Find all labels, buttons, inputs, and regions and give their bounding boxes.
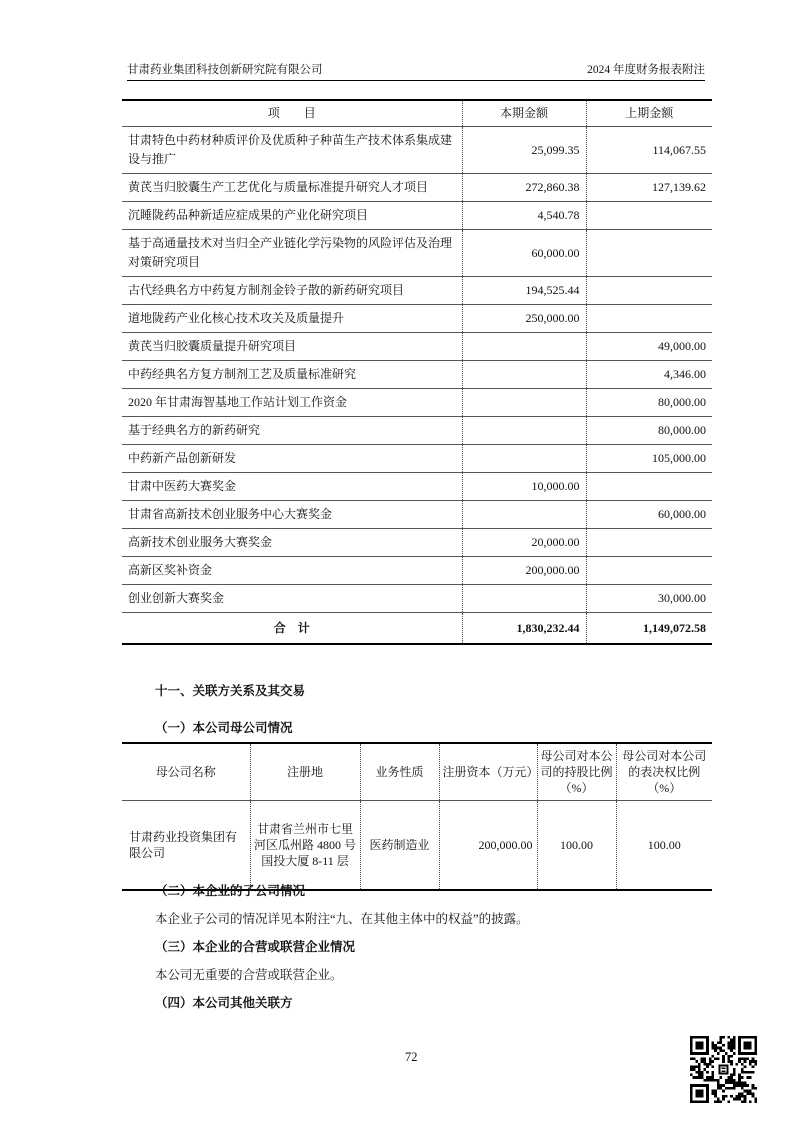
prior-amount-cell: 4,346.00 [586,361,712,389]
current-amount-cell [462,389,586,417]
column-header-item: 项 目 [122,100,462,127]
subsection-4-heading: （四）本公司其他关联方 [155,996,293,1010]
table-row [122,417,712,445]
subsection-3-heading: （三）本企业的合营或联营企业情况 [155,940,356,954]
project-name-cell: 黄芪当归胶囊生产工艺优化与质量标准提升研究人才项目 [122,174,462,202]
prior-amount-cell: 80,000.00 [586,389,712,417]
current-amount-cell: 250,000.00 [462,305,586,333]
qr-code [690,1036,757,1103]
table-row [122,473,712,501]
registered-capital-cell: 200,000.00 [439,801,537,891]
current-amount-cell [462,445,586,473]
current-amount-cell: 200,000.00 [462,557,586,585]
grants-table-header-row [122,100,712,127]
current-amount-cell [462,333,586,361]
prior-amount-cell: 105,000.00 [586,445,712,473]
subsection-2-heading: （二）本企业的子公司情况 [155,884,306,898]
table-row [122,305,712,333]
prior-amount-cell [586,230,712,277]
registered-address-cell: 甘肃省兰州市七里河区瓜州路 4800 号国投大厦 8-11 层 [250,801,360,891]
prior-amount-cell [586,305,712,333]
project-name-cell: 甘肃特色中药材种质评价及优质种子种苗生产技术体系集成建设与推广 [122,127,462,174]
table-row [122,202,712,230]
table-row [122,230,712,277]
header-doc-title: 2024 年度财务报表附注 [587,64,705,76]
project-name-cell: 2020 年甘肃海智基地工作站计划工作资金 [122,389,462,417]
subsection-1-heading: （一）本公司母公司情况 [155,721,293,735]
prior-amount-cell: 80,000.00 [586,417,712,445]
prior-amount-cell [586,277,712,305]
prior-amount-cell [586,202,712,230]
prior-amount-cell: 114,067.55 [586,127,712,174]
parent-table-header-row [122,743,712,801]
page-number: 72 [405,1050,418,1064]
total-label-cell: 合 计 [273,620,310,635]
prior-amount-cell: 60,000.00 [586,501,712,529]
table-row [122,529,712,557]
project-name-cell: 黄芪当归胶囊质量提升研究项目 [122,333,462,361]
project-name-cell: 高新区奖补资金 [122,557,462,585]
current-amount-cell: 272,860.38 [462,174,586,202]
project-name-cell: 创业创新大赛奖金 [122,585,462,613]
current-amount-cell: 4,540.78 [462,202,586,230]
current-amount-cell [462,361,586,389]
column-header-registered-capital: 注册资本（万元） [439,743,537,801]
project-name-cell: 基于高通量技术对当归全产业链化学污染物的风险评估及治理对策研究项目 [122,230,462,277]
table-row [122,361,712,389]
column-header-shareholding-pct: 母公司对本公司的持股比例（%） [537,743,616,801]
current-amount-cell [462,417,586,445]
column-header-business-nature: 业务性质 [360,743,439,801]
project-name-cell: 甘肃中医药大赛奖金 [122,473,462,501]
current-amount-cell [462,585,586,613]
project-name-cell: 古代经典名方中药复方制剂金铃子散的新药研究项目 [122,277,462,305]
table-row [122,389,712,417]
subsection-3-text: 本公司无重要的合营或联营企业。 [155,968,343,982]
current-amount-cell: 20,000.00 [462,529,586,557]
table-row [122,585,712,613]
header-company-name: 甘肃药业集团科技创新研究院有限公司 [127,64,323,76]
table-row [122,127,712,174]
prior-amount-cell [586,473,712,501]
table-row [122,277,712,305]
prior-amount-cell [586,529,712,557]
table-row [122,501,712,529]
table-row [122,557,712,585]
project-name-cell: 道地陇药产业化核心技术攻关及质量提升 [122,305,462,333]
voting-pct-cell: 100.00 [616,801,712,891]
table-row [122,174,712,202]
parent-name-cell: 甘肃药业投资集团有限公司 [129,830,238,860]
table-row [122,333,712,361]
project-name-cell: 甘肃省高新技术创业服务中心大赛奖金 [122,501,462,529]
current-amount-cell: 194,525.44 [462,277,586,305]
prior-amount-cell: 127,139.62 [586,174,712,202]
column-header-registered-address: 注册地 [250,743,360,801]
current-amount-cell: 25,099.35 [462,127,586,174]
project-name-cell: 基于经典名方的新药研究 [122,417,462,445]
total-current-amount-cell: 1,830,232.44 [462,613,586,645]
parent-company-table [122,742,712,891]
column-header-current-amount: 本期金额 [462,100,586,127]
column-header-voting-pct: 母公司对本公司的表决权比例（%） [616,743,712,801]
current-amount-cell [462,501,586,529]
subsection-2-text: 本企业子公司的情况详见本附注“九、在其他主体中的权益”的披露。 [155,912,529,926]
project-name-cell: 高新技术创业服务大赛奖金 [122,529,462,557]
column-header-parent-name: 母公司名称 [122,743,250,801]
project-name-cell: 沉睡陇药品种新适应症成果的产业化研究项目 [122,202,462,230]
prior-amount-cell [586,557,712,585]
grants-table [122,99,712,645]
prior-amount-cell: 30,000.00 [586,585,712,613]
current-amount-cell: 60,000.00 [462,230,586,277]
shareholding-pct-cell: 100.00 [537,801,616,891]
parent-company-row [122,801,712,891]
prior-amount-cell: 49,000.00 [586,333,712,361]
running-header [127,54,705,81]
current-amount-cell: 10,000.00 [462,473,586,501]
table-row [122,445,712,473]
project-name-cell: 中药经典名方复方制剂工艺及质量标准研究 [122,361,462,389]
grants-table-body [122,127,712,613]
business-nature-cell: 医药制造业 [360,801,439,891]
grants-total-row [122,613,712,645]
section-11-title: 十一、关联方关系及其交易 [155,684,306,698]
total-prior-amount-cell: 1,149,072.58 [586,613,712,645]
project-name-cell: 中药新产品创新研发 [122,445,462,473]
column-header-prior-amount: 上期金额 [586,100,712,127]
